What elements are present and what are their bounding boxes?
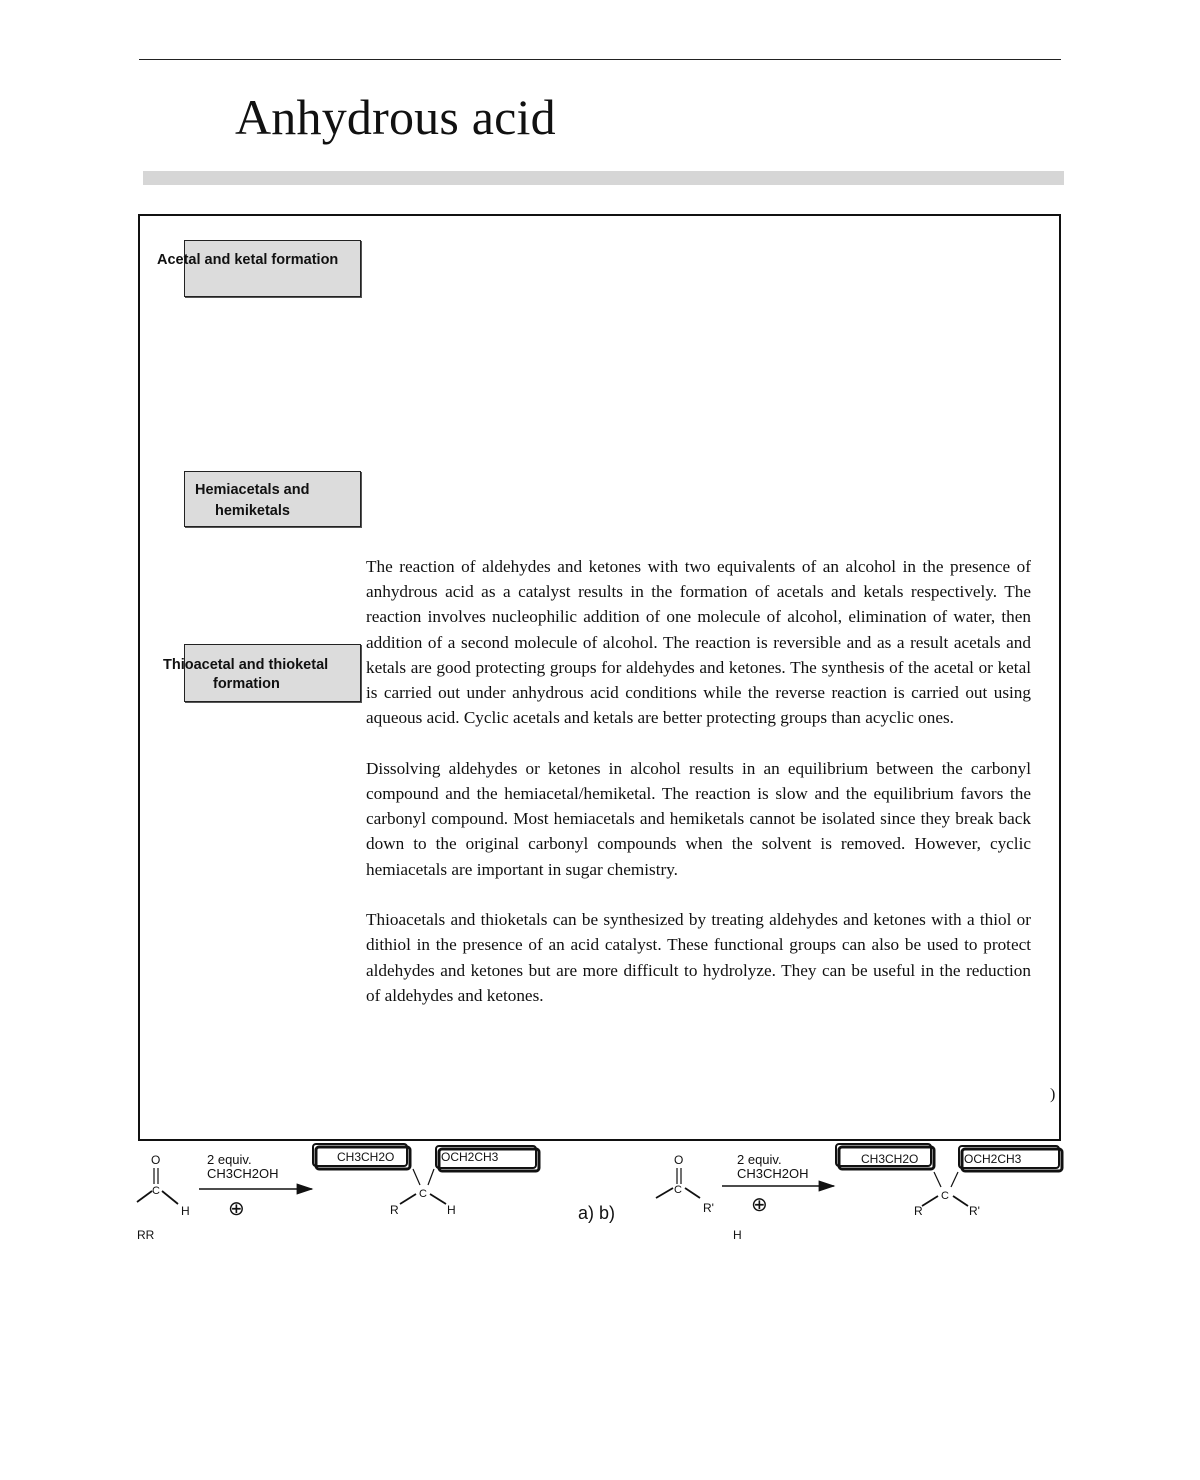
catalyst-b-plus-icon: ⊕ <box>751 1194 768 1216</box>
product-a-ethoxy-left: CH3CH2O <box>337 1150 395 1164</box>
reagent-a-equiv: 2 equiv. <box>207 1152 252 1167</box>
reactant-a-hydrogen: H <box>181 1204 190 1218</box>
reactant-b-carbonyl <box>656 1153 742 1242</box>
title-underline-bar <box>143 171 1064 185</box>
paragraph-hemiacetals: Dissolving aldehydes or ketones in alcohol results in an equilibrium between the carbonyl compound and the hemiacetal/hemiketal. The reaction is slow and the equilibrium favors the carbonyl compound. Most hemiacetals and hemiketals cannot be isolated since they break back down to the original carbonyl compounds when the solvent is removed. However, cyclic hemiacetals are important in sugar chemistry. <box>366 758 1031 879</box>
reagent-b-alcohol: CH3CH2OH <box>737 1166 809 1181</box>
sidebar-label-thioacetal-line2: formation <box>213 676 280 692</box>
reactant-b-substituent: H <box>733 1228 742 1242</box>
reactant-a-oxygen: O <box>151 1153 161 1167</box>
reagent-a-alcohol: CH3CH2OH <box>207 1166 279 1181</box>
reactant-a-carbonyl <box>137 1153 190 1242</box>
product-b-r: R <box>914 1204 923 1218</box>
product-a-carbon: C <box>419 1188 427 1200</box>
reaction-labels: a) b) <box>578 1203 616 1223</box>
product-b-ethoxy-right: OCH2CH3 <box>964 1152 1022 1166</box>
paragraph-thioacetals: Thioacetals and thioketals can be synthesized by treating aldehydes and ketones with a thiol or dithiol in the presence of an acid catalyst. These functional groups can also be used to protect aldehydes and ketones but are more difficult to hydrolyze. They can be useful in the reduction of aldehydes and ketones. <box>366 910 1031 1005</box>
reactant-a-carbon: C <box>152 1185 160 1197</box>
reactant-b-r-prime: R' <box>703 1201 714 1215</box>
reaction-b <box>656 1144 1062 1242</box>
product-a-acetal <box>313 1144 539 1217</box>
page-title: Anhydrous acid <box>235 89 556 145</box>
reactant-a-substituents: RR <box>137 1228 155 1242</box>
sidebar-label-thioacetal-line1: Thioacetal and thioketal <box>163 657 329 673</box>
sidebar-label-hemiacetals-line1: Hemiacetals and <box>195 482 310 498</box>
catalyst-a-plus-icon: ⊕ <box>228 1198 245 1220</box>
product-b-ethoxy-left: CH3CH2O <box>861 1152 919 1166</box>
reactant-b-carbon: C <box>674 1184 682 1196</box>
sidebar-label-hemiacetals-line2: hemiketals <box>215 503 290 519</box>
top-rule <box>139 59 1061 60</box>
product-b-r-prime: R' <box>969 1204 980 1218</box>
reactant-b-oxygen: O <box>674 1153 684 1167</box>
product-a-hydrogen: H <box>447 1203 456 1217</box>
reaction-a <box>137 1144 539 1242</box>
sidebar-label-acetal-ketal: Acetal and ketal formation <box>157 252 339 268</box>
paragraph-acetal-formation: The reaction of aldehydes and ketones with two equivalents of an alcohol in the presence of anhydrous acid as a catalyst results in the formation of acetals and ketals respectively. The reaction involves nucleophilic addition of one molecule of alcohol, elimination of water, then addition of a second molecule of alcohol. The reaction is reversible and as a result acetals and ketals are good protecting groups for aldehydes and ketones. The synthesis of the acetal or ketal is carried out under anhydrous acid conditions while the reverse reaction is carried out using aqueous acid. Cyclic acetals and ketals are better protecting groups than acyclic ones. <box>366 557 1031 728</box>
product-b-carbon: C <box>941 1190 949 1202</box>
stray-mark: ) <box>1050 1086 1056 1103</box>
product-b-ketal <box>836 1144 1062 1218</box>
product-a-r: R <box>390 1203 399 1217</box>
reagent-b-equiv: 2 equiv. <box>737 1152 782 1167</box>
product-a-ethoxy-right: OCH2CH3 <box>441 1150 499 1164</box>
body-text <box>366 554 1031 1033</box>
reaction-scheme <box>0 1138 1200 1248</box>
